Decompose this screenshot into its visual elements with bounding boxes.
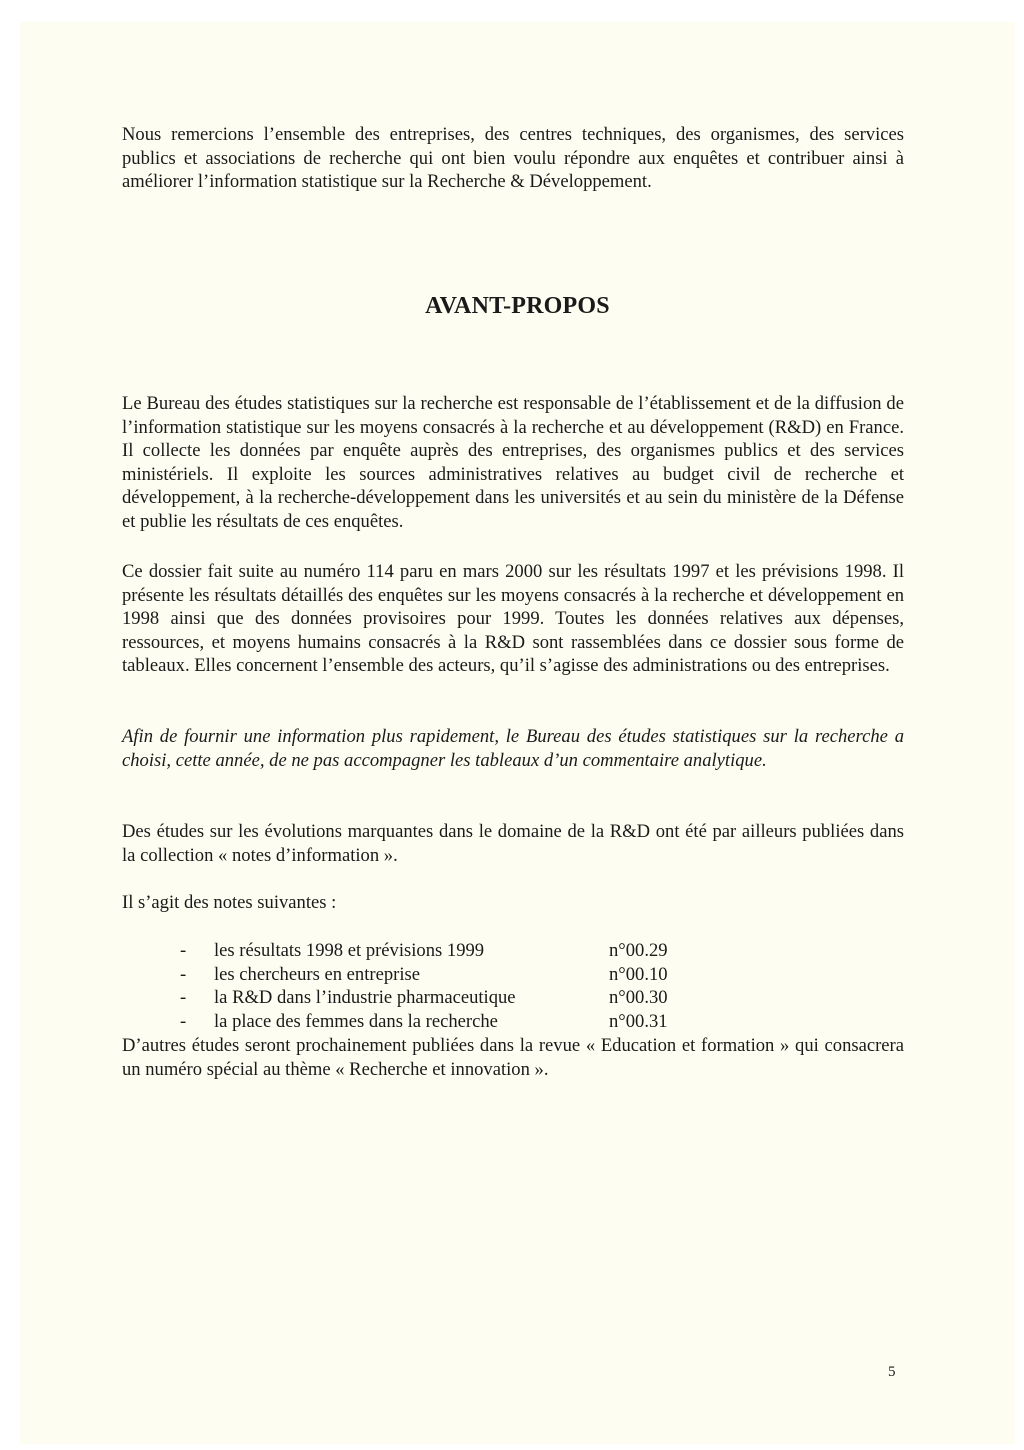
list-dash: - <box>180 940 187 961</box>
notes-list <box>122 939 904 1033</box>
list-dash: - <box>180 1010 187 1032</box>
list-dash: - <box>180 963 187 985</box>
notes-intro: Il s’agit des notes suivantes : <box>122 892 337 913</box>
list-dash: - <box>180 987 187 1009</box>
page-title: AVANT-PROPOS <box>425 293 610 319</box>
intro-paragraph: Le Bureau des études statistiques sur la recherche est responsable de l’établissement et de la diffusion de l’information statistique sur les moyens consacrés à la recherche et au développement (R&D) en France. Il collecte les données par enquête auprès des entreprises, des organismes publics et des services ministériels. Il exploite les sources administratives relatives au budget civil de recherche et développement, à la recherche-développement dans les universités et au sein du ministère de la Défense et publie les résultats de ces enquêtes. <box>122 393 904 532</box>
note-label: la place des femmes dans la recherche <box>214 1010 498 1032</box>
studies-paragraph: Des études sur les évolutions marquantes dans le domaine de la R&D ont été par ailleurs publiées dans la collection « notes d’information ». <box>122 821 904 866</box>
dossier-paragraph: Ce dossier fait suite au numéro 114 paru en mars 2000 sur les résultats 1997 et les prévisions 1998. Il présente les résultats détaillés des enquêtes sur les moyens consacrés à la recherche et développement en 1998 ainsi que des données provisoires pour 1999. Toutes les données relatives aux dépenses, ressources, et moyens humains consacrés à la R&D sont rassemblées dans ce dossier sous forme de tableaux. Elles concernent l’ensemble des acteurs, qu’il s’agisse des administrations ou des entreprises. <box>122 561 904 677</box>
note-reference: n°00.31 <box>609 1010 668 1032</box>
list-item <box>122 963 904 987</box>
page-number: 5 <box>888 1364 896 1380</box>
acknowledgement-paragraph: Nous remercions l’ensemble des entreprises, des centres techniques, des organismes, des services publics et associations de recherche qui ont bien voulu répondre aux enquêtes et contribuer ainsi à améliorer l’information statistique sur la Recherche & Développement. <box>122 124 904 193</box>
list-item <box>122 1010 904 1034</box>
list-item <box>122 939 904 963</box>
note-reference: n°00.29 <box>609 940 668 961</box>
list-item <box>122 986 904 1010</box>
note-reference: n°00.30 <box>609 987 668 1009</box>
note-label: la R&D dans l’industrie pharmaceutique <box>214 987 516 1009</box>
closing-paragraph: D’autres études seront prochainement publiées dans la revue « Education et formation » qui consacrera un numéro spécial au thème « Recherche et innovation ». <box>122 1035 904 1080</box>
note-label: les chercheurs en entreprise <box>214 963 420 985</box>
italic-note-paragraph: Afin de fournir une information plus rapidement, le Bureau des études statistiques sur la recherche a choisi, cette année, de ne pas accompagner les tableaux d’un commentaire analytique. <box>122 726 904 771</box>
note-label: les résultats 1998 et prévisions 1999 <box>214 940 485 961</box>
document-page <box>20 22 1015 1444</box>
note-reference: n°00.10 <box>609 963 668 985</box>
